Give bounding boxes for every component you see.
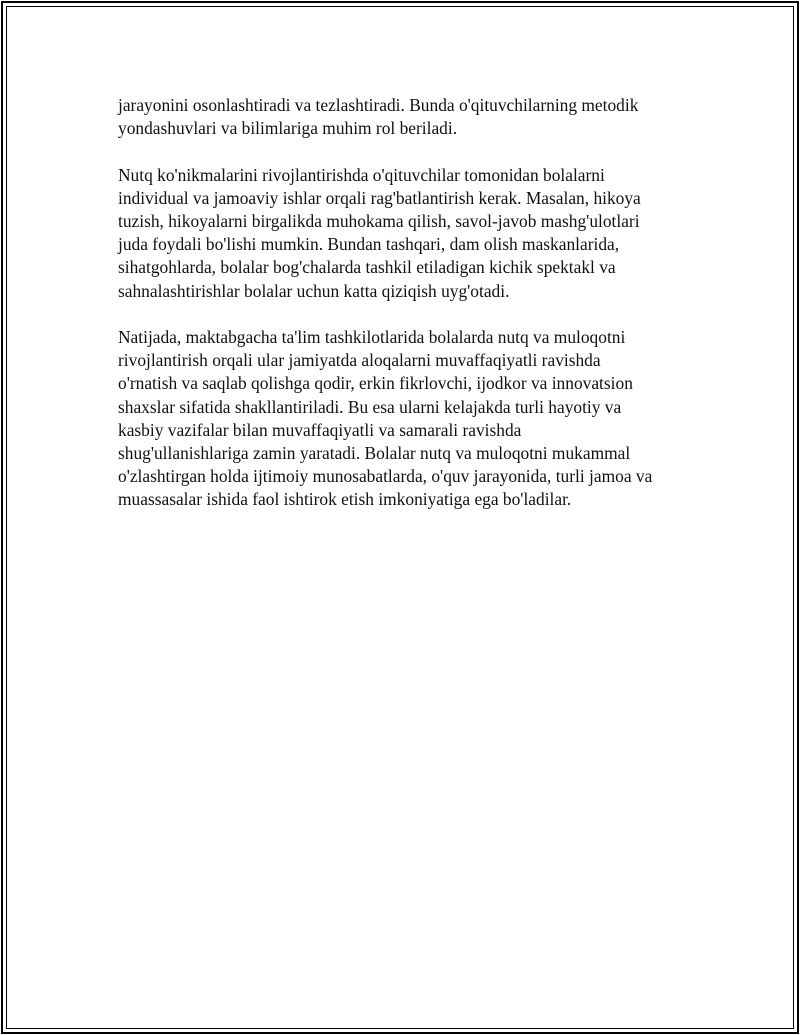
paragraph-2: Nutq ko'nikmalarini rivojlantirishda o'qituvchilar tomonidan bolalarni individual va jamoaviy ishlar orqali rag'batlantirish kerak. Masalan, hikoya tuzish, hikoyalarni birgalikda muhokama qilish, savol-javob mashg'ulotlari juda foydali bo'lishi mumkin. Bundan tashqari, dam olish maskanlarida, sihatgohlarda, bolalar bog'chalarda tashkil etiladigan kichik spektakl va sahnalashtirishlar bolalar uchun katta qiziqish uyg'otadi. [118,164,641,301]
document-body [118,94,718,535]
paragraph-1: jarayonini osonlashtiradi va tezlashtiradi. Bunda o'qituvchilarning metodik yondashuvlari va bilimlariga muhim rol beriladi. [118,95,639,139]
paragraph-3: Natijada, maktabgacha ta'lim tashkilotlarida bolalarda nutq va muloqotni rivojlantirish orqali ular jamiyatda aloqalarni muvaffaqiyatli ravishda o'rnatish va saqlab qolishga qodir, erkin fikrlovchi, ijodkor va innovatsion shaxslar sifatida shakllantiriladi. Bu esa ularni kelajakda turli hayotiy va kasbiy vazifalar bilan muvaffaqiyatli va samarali ravishda shug'ullanishlariga zamin yaratadi. Bolalar nutq va muloqotni mukammal o'zlashtirgan holda ijtimoiy munosabatlarda, o'quv jarayonida, turli jamoa va muassasalar ishida faol ishtirok etish imkoniyatiga ega bo'ladilar. [118,327,653,510]
